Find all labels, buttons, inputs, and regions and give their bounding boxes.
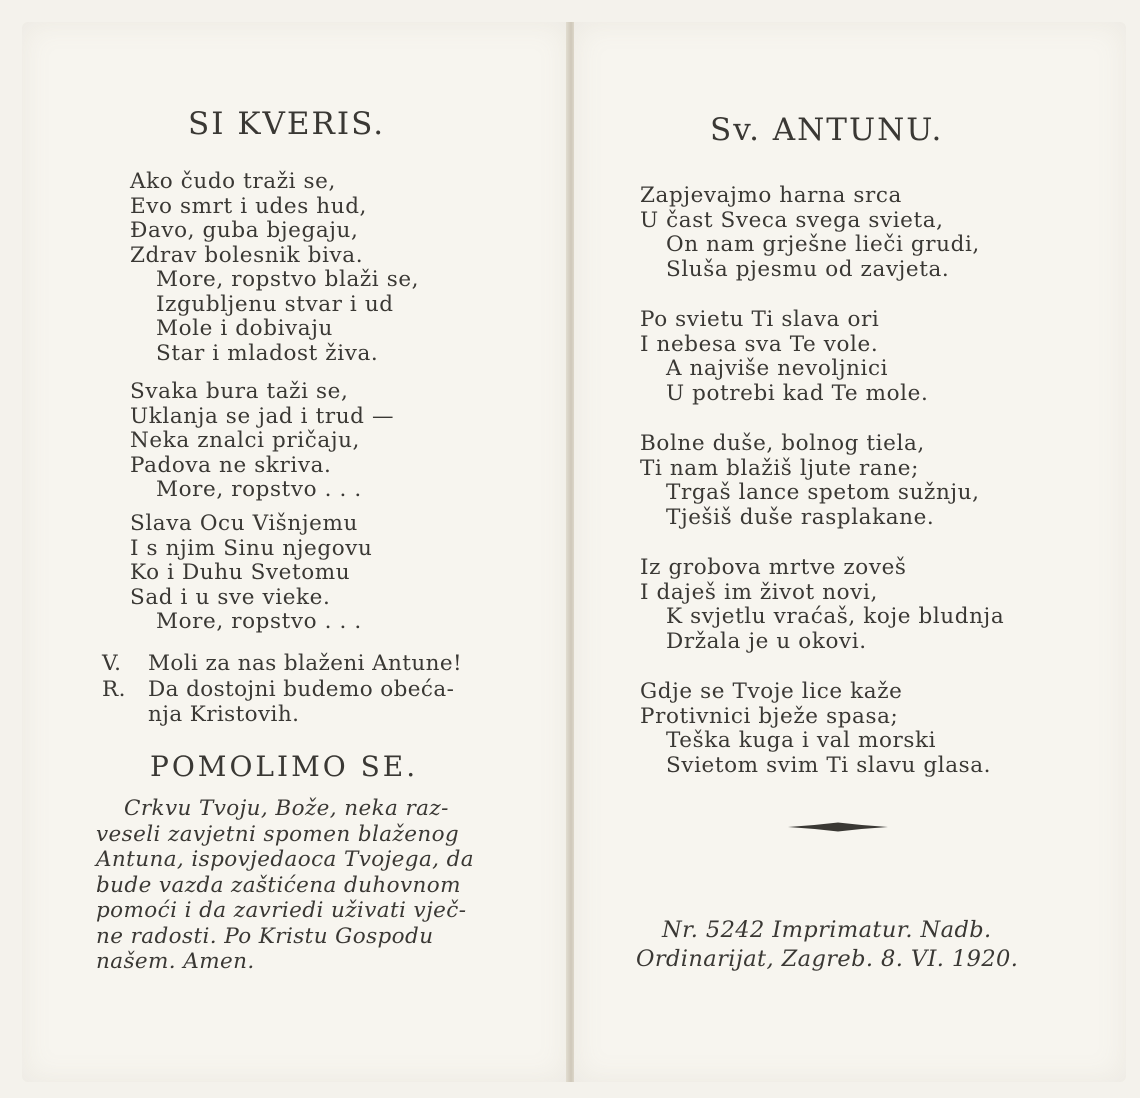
left-title: SI KVERIS.	[188, 106, 386, 142]
verse-line: More, ropstvo . . .	[156, 609, 362, 634]
verse-line: Bolne duše, bolnog tiela,	[640, 431, 925, 456]
versicle-label: V.	[102, 651, 122, 676]
verse-line: Sluša pjesmu od zavjeta.	[666, 256, 950, 282]
verse-line: Iz grobova mrtve zoveš	[640, 555, 907, 580]
right-title: Sv. ANTUNU.	[710, 112, 944, 148]
verse-line: I s njim Sinu njegovu	[130, 535, 373, 561]
verse-line: Tješiš duše rasplakane.	[666, 504, 935, 530]
prayer-line: Antuna, ispovjedaoca Tvojega, da	[96, 847, 475, 872]
prayer-line: našem. Amen.	[96, 949, 255, 974]
verse-line: U čast Sveca svega svieta,	[640, 207, 944, 233]
response-label: R.	[102, 677, 126, 702]
imprimatur-line: Nr. 5242 Imprimatur. Nadb.	[662, 917, 992, 943]
right-stanza-4	[640, 556, 1004, 654]
right-stanza-3	[640, 432, 980, 530]
verse-line: Svietom svim Ti slavu glasa.	[666, 752, 992, 778]
verse-line: Držala je u okovi.	[666, 628, 867, 654]
prayer-line: pomoći i da zavriedi uživati vječ-	[96, 898, 467, 923]
verse-line: Svaka bura taži se,	[130, 379, 349, 404]
response-text: Da dostojni budemo obeća-	[148, 677, 455, 702]
verse-line: Đavo, guba bjegaju,	[130, 218, 359, 243]
verse-line: Zapjevajmo harna srca	[640, 183, 902, 208]
verse-line: Izgubljenu stvar i ud	[156, 291, 394, 317]
versicle-text: Moli za nas blaženi Antune!	[148, 651, 462, 676]
verse-line: Neka znalci pričaju,	[130, 428, 360, 453]
prayer-line: Crkvu Tvoju, Bože, neka raz-	[124, 796, 449, 821]
verse-line: Star i mladost živa.	[156, 340, 379, 366]
verse-line: Evo smrt i udes hud,	[130, 193, 367, 219]
left-stanza-1	[130, 170, 419, 366]
right-stanza-1	[640, 184, 980, 282]
prayer-text	[96, 796, 504, 975]
prayer-line: bude vazda zaštićena duhovnom	[96, 872, 461, 898]
verse-line: U potrebi kad Te mole.	[666, 380, 929, 406]
verse-line: Mole i dobivaju	[156, 316, 333, 341]
verse-line: K svjetlu vraćaš, koje bludnja	[666, 604, 1005, 629]
ornament-divider-icon	[788, 820, 888, 834]
left-stanza-2	[130, 380, 394, 503]
response-text-cont: nja Kristovih.	[148, 701, 300, 727]
right-stanza-2	[640, 308, 928, 406]
imprimatur-line: Ordinarijat, Zagreb. 8. VI. 1920.	[636, 946, 1019, 972]
verse-line: Padova ne skriva.	[130, 452, 332, 478]
verse-line: A najviše nevoljnici	[666, 356, 889, 381]
verse-line: On nam grješne lieči grudi,	[666, 232, 980, 257]
prayer-line: ne radosti. Po Kristu Gospodu	[96, 923, 434, 949]
right-stanza-5	[640, 680, 991, 778]
verse-line: Po svietu Ti slava ori	[640, 307, 880, 332]
imprimatur	[636, 916, 1018, 974]
verse-line: Ko i Duhu Svetomu	[130, 560, 351, 585]
verse-line: I daješ im život novi,	[640, 579, 878, 605]
versicle	[102, 652, 462, 677]
prayer-line: veseli zavjetni spomen blaženog	[96, 821, 460, 847]
verse-line: Gdje se Tvoje lice kaže	[640, 679, 903, 704]
verse-line: Sad i u sve vieke.	[130, 584, 331, 610]
verse-line: Protivnici bježe spasa;	[640, 703, 899, 729]
verse-line: Uklanja se jad i trud —	[130, 403, 395, 429]
verse-line: Trgaš lance spetom sužnju,	[666, 480, 980, 505]
left-stanza-3	[130, 512, 372, 635]
response	[102, 678, 454, 727]
verse-line: Teška kuga i val morski	[666, 728, 937, 753]
prayer-title: POMOLIMO SE.	[150, 750, 419, 783]
verse-line: I nebesa sva Te vole.	[640, 331, 879, 357]
verse-line: Ako čudo traži se,	[130, 169, 336, 194]
verse-line: Zdrav bolesnik biva.	[130, 242, 364, 268]
verse-line: More, ropstvo . . .	[156, 477, 362, 502]
verse-line: Slava Ocu Višnjemu	[130, 511, 358, 536]
verse-line: More, ropstvo blaži se,	[156, 267, 420, 292]
verse-line: Ti nam blažiš ljute rane;	[640, 455, 919, 481]
